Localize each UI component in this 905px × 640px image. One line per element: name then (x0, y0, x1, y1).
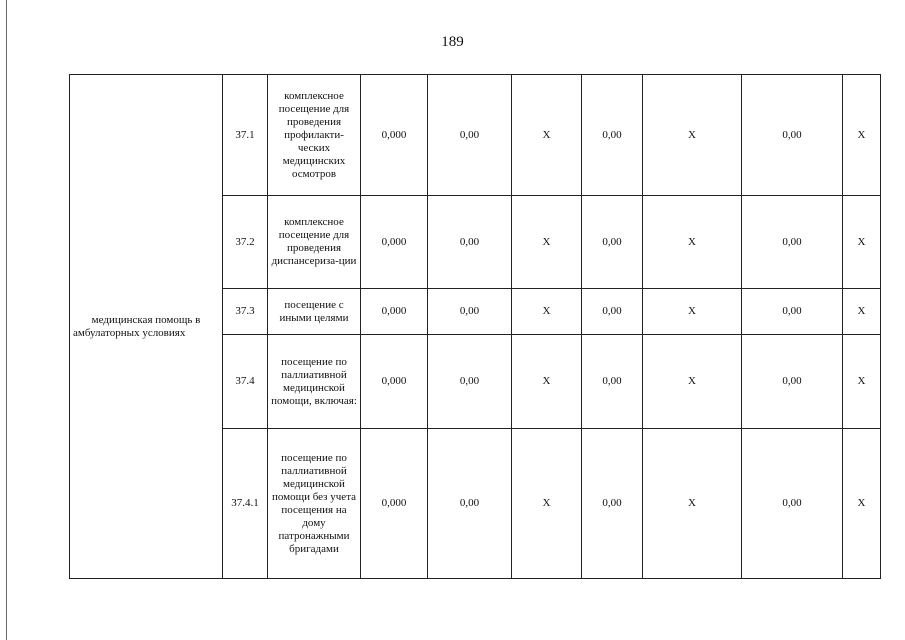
row-code: 37.2 (223, 196, 268, 289)
value-cell: 0,00 (742, 289, 843, 335)
page-number: 189 (441, 34, 464, 50)
value-cell: 0,000 (361, 75, 428, 196)
value-cell: 0,00 (428, 429, 512, 579)
value-cell: Х (512, 335, 582, 429)
value-cell: 0,000 (361, 335, 428, 429)
row-name: комплексное посещение для проведения профилакти-ческих медицинских осмотров (268, 75, 361, 196)
row-code: 37.1 (223, 75, 268, 196)
row-name: посещение по паллиативной медицинской помощи без учета посещения на дому патронажными бригадами (268, 429, 361, 579)
value-cell: 0,00 (582, 335, 643, 429)
value-cell: Х (643, 75, 742, 196)
row-name: комплексное посещение для проведения диспансериза-ции (268, 196, 361, 289)
value-cell: Х (512, 429, 582, 579)
value-cell: 0,00 (582, 429, 643, 579)
value-cell: 0,00 (582, 289, 643, 335)
table-row (70, 75, 881, 196)
value-cell: 0,00 (742, 335, 843, 429)
value-cell: 0,00 (742, 429, 843, 579)
section-label: медицинская помощь в амбулаторных условиях (70, 75, 223, 579)
row-code: 37.4.1 (223, 429, 268, 579)
value-cell: Х (843, 429, 881, 579)
value-cell: 0,00 (742, 196, 843, 289)
value-cell: 0,000 (361, 429, 428, 579)
value-cell: Х (512, 289, 582, 335)
page-left-rule (6, 0, 7, 640)
value-cell: 0,000 (361, 196, 428, 289)
value-cell: Х (643, 289, 742, 335)
value-cell: Х (643, 196, 742, 289)
row-name: посещение с иными целями (268, 289, 361, 335)
value-cell: Х (643, 429, 742, 579)
value-cell: 0,00 (742, 75, 843, 196)
value-cell: Х (843, 196, 881, 289)
value-cell: 0,00 (428, 335, 512, 429)
value-cell: 0,00 (428, 196, 512, 289)
value-cell: Х (512, 196, 582, 289)
value-cell: Х (512, 75, 582, 196)
value-cell: Х (843, 335, 881, 429)
value-cell: 0,00 (428, 75, 512, 196)
row-code: 37.4 (223, 335, 268, 429)
value-cell: 0,00 (428, 289, 512, 335)
value-cell: 0,000 (361, 289, 428, 335)
value-cell: Х (643, 335, 742, 429)
value-cell: Х (843, 75, 881, 196)
row-name: посещение по паллиативной медицинской помощи, включая: (268, 335, 361, 429)
value-cell: Х (843, 289, 881, 335)
value-cell: 0,00 (582, 75, 643, 196)
value-cell: 0,00 (582, 196, 643, 289)
data-table (69, 74, 881, 579)
row-code: 37.3 (223, 289, 268, 335)
